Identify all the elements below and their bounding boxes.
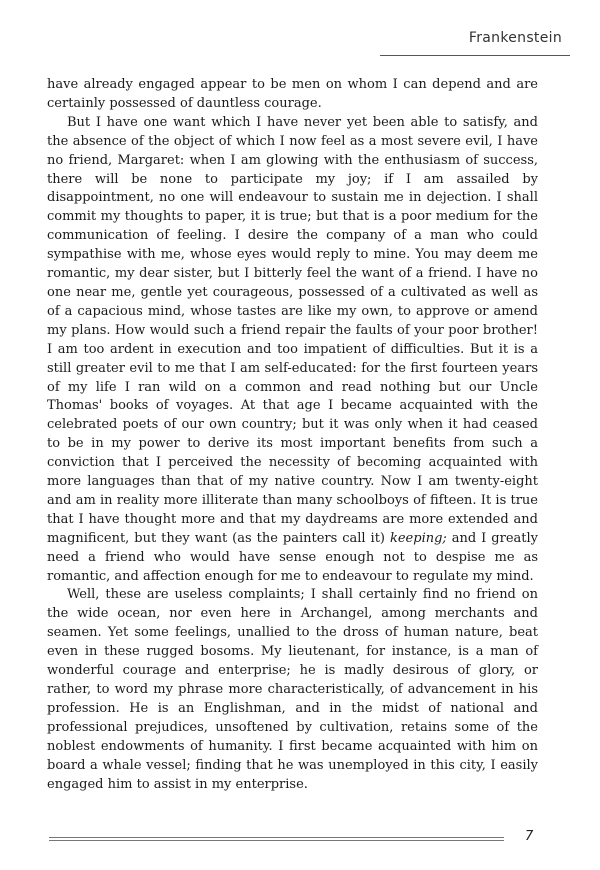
paragraph-2: [47, 114, 538, 587]
paragraph-2-text-a: But I have one want which I have never yet been able to satisfy, and the absence of the object of which I now feel as a most severe evil, I have no friend, Margaret: when I am glowing with the enthusiasm of success, there will be none to participate my joy; if I am assailed by disappointment, no one will endeavour to sustain me in dejection. I shall commit my thoughts to paper, it is true; but that is a poor medium for the communication of feeling. I desire the company of a man who could sympathise with me, whose eyes would reply to mine. You may deem me romantic, my dear sister, but I bitterly feel the want of a friend. I have no one near me, gentle yet courageous, possessed of a cultivated as well as of a capacious mind, whose tastes are like my own, to approve or amend my plans. How would such a friend repair the faults of your poor brother! I am too ardent in execution and too impatient of difficulties. But it is a still greater evil to me that I am self-educated: for the first fourteen years of my life I ran wild on a common and read nothing but our Uncle Thomas' books of voyages. At that age I became acquainted with the celebrated poets of our own country; but it was only when it had ceased to be in my power to derive its most important benefits from such a conviction that I perceived the necessity of becoming acquainted with more languages than that of my native country. Now I am twenty-eight and am in reality more illiterate than many schoolboys of fifteen. It is true that I have thought more and that my daydreams are more extended and magnificent, but they want (as the painters call it): [47, 114, 538, 546]
page-number: 7: [525, 829, 534, 844]
body-text: [47, 76, 538, 794]
paragraph-1: have already engaged appear to be men on whom I can depend and are certainly possessed of dauntless courage.: [47, 77, 538, 111]
footer-rule-2: [49, 840, 504, 841]
footer-rule-1: [49, 837, 504, 838]
paragraph-3: Well, these are useless complaints; I shall certainly find no friend on the wide ocean, nor even here in Archangel, among merchants and seamen. Yet some feelings, unallied to the dross of human nature, beat even in these rugged bosoms. My lieutenant, for instance, is a man of wonderful courage and enterprise; he is madly desirous of glory, or rather, to word my phrase more characteristically, of advancement in his profession. He is an Englishman, and in the midst of national and professional prejudices, unsoftened by cultivation, retains some of the noblest endowments of humanity. I first became acquainted with him on board a whale vessel; finding that he was unemployed in this city, I easily engaged him to assist in my enterprise.: [47, 587, 538, 792]
footer-rules: [49, 837, 504, 843]
header-rule: [380, 55, 570, 56]
emphasis-keeping: keeping;: [389, 530, 447, 546]
paragraph-2-text-b: and I greatly need a friend who would have sense enough not to despise me as romantic, and affection enough for me to endeavour to regulate my mind.: [47, 530, 538, 584]
running-title: Frankenstein: [468, 30, 562, 46]
